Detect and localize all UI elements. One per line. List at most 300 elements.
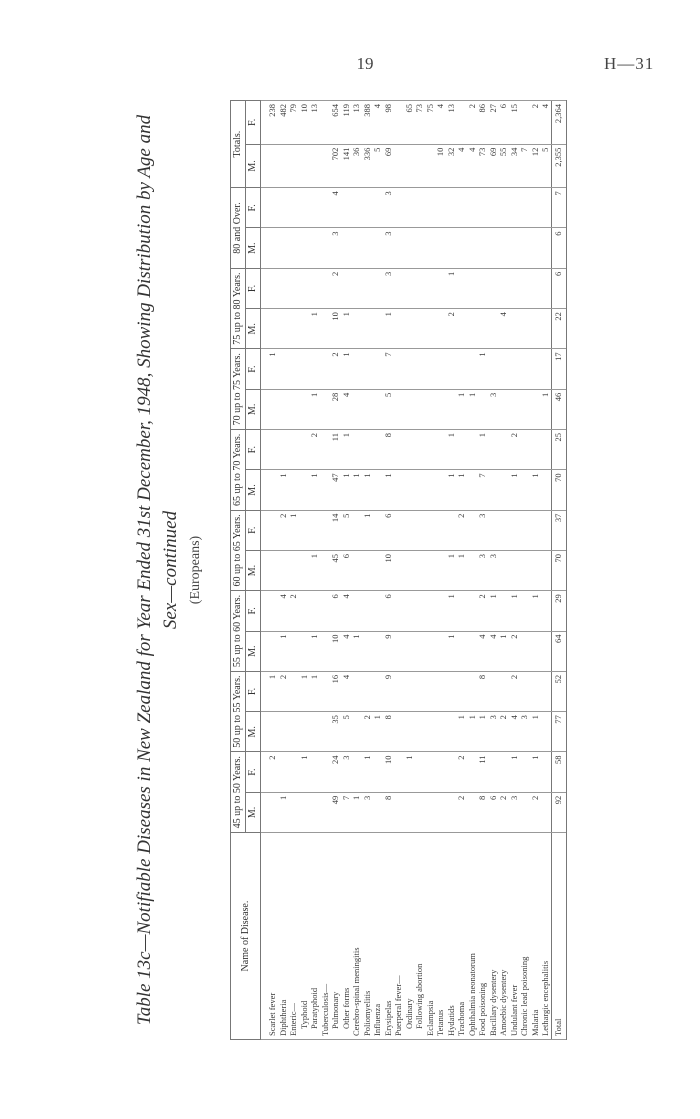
count-cell (530, 671, 541, 711)
count-cell: 16 (330, 671, 341, 711)
count-cell: 1 (299, 671, 310, 711)
count-cell: 1 (446, 268, 457, 308)
count-cell (414, 188, 425, 228)
count-cell (425, 144, 436, 188)
female-header: F. (246, 101, 261, 145)
count-cell (404, 550, 415, 590)
disease-name: Tuberculosis— (320, 833, 331, 1040)
count-cell (519, 309, 530, 349)
disease-name: Paratyphoid (309, 833, 320, 1040)
count-cell: 6 (383, 510, 394, 550)
count-cell (435, 510, 446, 550)
count-cell (278, 144, 289, 188)
count-cell (288, 349, 299, 389)
count-cell (320, 309, 331, 349)
notifiable-diseases-table (230, 100, 567, 1040)
count-cell (393, 188, 404, 228)
count-cell: 3 (477, 510, 488, 550)
count-cell (540, 349, 551, 389)
count-cell: 4 (477, 631, 488, 671)
male-header: M. (246, 550, 261, 590)
count-cell: 1 (467, 389, 478, 429)
count-cell (372, 389, 383, 429)
count-cell: 3 (362, 792, 373, 832)
count-cell: 8 (383, 430, 394, 470)
count-cell: 4 (341, 591, 352, 631)
count-cell: 4 (278, 591, 289, 631)
count-cell (299, 188, 310, 228)
count-cell (404, 470, 415, 510)
count-cell (519, 792, 530, 832)
count-cell (446, 389, 457, 429)
count-cell: 4 (540, 101, 551, 145)
count-cell: 8 (477, 671, 488, 711)
count-cell: 1 (530, 470, 541, 510)
count-cell: 8 (383, 792, 394, 832)
count-cell (309, 712, 320, 752)
count-cell: 1 (383, 470, 394, 510)
count-cell (467, 631, 478, 671)
count-cell (414, 389, 425, 429)
count-cell (288, 470, 299, 510)
count-cell (414, 268, 425, 308)
count-cell (509, 510, 520, 550)
age-group-header: 80 and Over. (231, 188, 246, 269)
total-row (551, 101, 566, 1040)
count-cell (456, 228, 467, 268)
count-cell (425, 712, 436, 752)
count-cell: 11 (477, 752, 488, 792)
count-cell (351, 309, 362, 349)
table-row (261, 101, 278, 1040)
count-cell: 119 (341, 101, 352, 145)
count-cell: 34 (509, 144, 520, 188)
count-cell: 55 (498, 144, 509, 188)
count-cell: 1 (446, 591, 457, 631)
count-cell (425, 228, 436, 268)
count-cell (261, 188, 278, 228)
count-cell (540, 510, 551, 550)
count-cell: 3 (383, 268, 394, 308)
count-cell (393, 550, 404, 590)
count-cell (362, 631, 373, 671)
count-cell (519, 268, 530, 308)
female-header: F. (246, 188, 261, 228)
count-cell (372, 792, 383, 832)
count-cell (519, 349, 530, 389)
disease-name: Typhoid (299, 833, 310, 1040)
count-cell: 1 (351, 470, 362, 510)
count-cell (435, 752, 446, 792)
count-cell: 1 (498, 631, 509, 671)
table-row (330, 101, 341, 1040)
count-cell (309, 591, 320, 631)
count-cell (393, 430, 404, 470)
count-cell (509, 550, 520, 590)
count-cell: 1 (488, 591, 499, 631)
count-cell: 1 (372, 712, 383, 752)
count-cell: 13 (446, 101, 457, 145)
count-cell (393, 309, 404, 349)
count-cell: 69 (383, 144, 394, 188)
count-cell (393, 144, 404, 188)
male-header: M. (246, 309, 261, 349)
count-cell (425, 752, 436, 792)
age-group-header: 45 up to 50 Years. (231, 752, 246, 833)
count-cell (509, 389, 520, 429)
count-cell (540, 550, 551, 590)
count-cell (498, 389, 509, 429)
count-cell (414, 144, 425, 188)
count-cell (519, 228, 530, 268)
count-cell (309, 188, 320, 228)
count-cell (404, 712, 415, 752)
count-cell: 2 (278, 671, 289, 711)
count-cell: 3 (488, 550, 499, 590)
count-cell: 3 (519, 712, 530, 752)
disease-name: Poliomyelitis (362, 833, 373, 1040)
count-cell (372, 470, 383, 510)
count-cell (498, 228, 509, 268)
count-cell: 1 (309, 309, 320, 349)
count-cell (425, 389, 436, 429)
count-cell: 3 (488, 712, 499, 752)
count-cell: 1 (530, 752, 541, 792)
count-cell (446, 752, 457, 792)
count-cell (498, 510, 509, 550)
count-cell (351, 389, 362, 429)
table-row (456, 101, 467, 1040)
table-row (540, 101, 551, 1040)
count-cell (488, 349, 499, 389)
count-cell (320, 349, 331, 389)
count-cell: 58 (551, 752, 566, 792)
count-cell (351, 510, 362, 550)
count-cell: 1 (362, 752, 373, 792)
count-cell: 15 (509, 101, 520, 145)
disease-name: Following abortion (414, 833, 425, 1040)
male-header: M. (246, 144, 261, 188)
count-cell (299, 144, 310, 188)
count-cell (299, 470, 310, 510)
count-cell: 4 (435, 101, 446, 145)
count-cell: 2 (456, 752, 467, 792)
count-cell (404, 188, 415, 228)
count-cell (320, 591, 331, 631)
count-cell (372, 671, 383, 711)
count-cell (320, 752, 331, 792)
count-cell (320, 144, 331, 188)
count-cell (404, 510, 415, 550)
count-cell: 9 (383, 671, 394, 711)
table-row (404, 101, 415, 1040)
count-cell (435, 309, 446, 349)
count-cell (425, 510, 436, 550)
count-cell: 1 (309, 470, 320, 510)
count-cell (530, 228, 541, 268)
count-cell (435, 792, 446, 832)
count-cell: 2 (530, 792, 541, 832)
count-cell: 2 (278, 510, 289, 550)
count-cell: 2 (330, 349, 341, 389)
count-cell: 4 (341, 389, 352, 429)
count-cell: 1 (309, 550, 320, 590)
count-cell (288, 631, 299, 671)
count-cell (477, 309, 488, 349)
count-cell (488, 470, 499, 510)
count-cell (446, 792, 457, 832)
count-cell: 1 (446, 430, 457, 470)
count-cell (414, 550, 425, 590)
count-cell: 10 (330, 309, 341, 349)
count-cell (414, 309, 425, 349)
count-cell (351, 430, 362, 470)
count-cell: 2 (288, 591, 299, 631)
count-cell: 64 (551, 631, 566, 671)
count-cell: 1 (404, 752, 415, 792)
count-cell: 6 (341, 550, 352, 590)
count-cell: 6 (551, 268, 566, 308)
count-cell (309, 144, 320, 188)
table-row (414, 101, 425, 1040)
count-cell: 2 (330, 268, 341, 308)
count-cell (435, 671, 446, 711)
count-cell (320, 550, 331, 590)
count-cell: 4 (330, 188, 341, 228)
count-cell (288, 430, 299, 470)
male-header: M. (246, 631, 261, 671)
count-cell: 1 (351, 792, 362, 832)
count-cell (425, 550, 436, 590)
count-cell (278, 188, 289, 228)
count-cell (467, 792, 478, 832)
count-cell: 3 (477, 550, 488, 590)
count-cell (404, 671, 415, 711)
disease-name: Diphtheria (278, 833, 289, 1040)
disease-name: Enteric— (288, 833, 299, 1040)
count-cell (414, 510, 425, 550)
count-cell (435, 591, 446, 631)
name-of-disease-header: Name of Disease. (231, 833, 261, 1040)
table-row (477, 101, 488, 1040)
count-cell (288, 712, 299, 752)
female-header: F. (246, 591, 261, 631)
count-cell (530, 550, 541, 590)
count-cell (404, 591, 415, 631)
count-cell (309, 792, 320, 832)
count-cell (261, 309, 278, 349)
count-cell (540, 309, 551, 349)
count-cell (372, 591, 383, 631)
count-cell: 3 (341, 752, 352, 792)
count-cell (362, 389, 373, 429)
count-cell: 6 (330, 591, 341, 631)
rotated-table-block (130, 100, 600, 1040)
count-cell (509, 268, 520, 308)
count-cell (320, 510, 331, 550)
count-cell (425, 631, 436, 671)
table-row (288, 101, 299, 1040)
count-cell: 9 (383, 631, 394, 671)
count-cell: 6 (488, 792, 499, 832)
count-cell: 1 (299, 752, 310, 792)
count-cell (261, 712, 278, 752)
count-cell (299, 712, 310, 752)
count-cell (509, 309, 520, 349)
count-cell: 2 (509, 671, 520, 711)
count-cell (477, 228, 488, 268)
count-cell (351, 268, 362, 308)
age-group-header: 60 up to 65 Years. (231, 510, 246, 591)
disease-name: Other forms (341, 833, 352, 1040)
age-group-header: Totals. (231, 101, 246, 188)
count-cell (372, 430, 383, 470)
count-cell (425, 792, 436, 832)
count-cell (288, 309, 299, 349)
count-cell: 141 (341, 144, 352, 188)
disease-name: Total (551, 833, 566, 1040)
count-cell (435, 228, 446, 268)
table-row (467, 101, 478, 1040)
count-cell: 1 (351, 631, 362, 671)
count-cell (309, 510, 320, 550)
table-row (519, 101, 530, 1040)
count-cell: 1 (477, 349, 488, 389)
count-cell (488, 268, 499, 308)
count-cell: 45 (330, 550, 341, 590)
count-cell (372, 752, 383, 792)
count-cell (425, 430, 436, 470)
count-cell (467, 752, 478, 792)
count-cell (404, 792, 415, 832)
count-cell: 654 (330, 101, 341, 145)
count-cell: 27 (488, 101, 499, 145)
count-cell (299, 430, 310, 470)
count-cell (320, 671, 331, 711)
count-cell: 13 (309, 101, 320, 145)
count-cell (362, 268, 373, 308)
count-cell (362, 550, 373, 590)
count-cell: 52 (551, 671, 566, 711)
table-row (435, 101, 446, 1040)
count-cell (351, 712, 362, 752)
count-cell (425, 268, 436, 308)
count-cell (488, 752, 499, 792)
count-cell: 3 (383, 228, 394, 268)
count-cell: 70 (551, 470, 566, 510)
count-cell: 98 (383, 101, 394, 145)
count-cell: 4 (509, 712, 520, 752)
count-cell (278, 550, 289, 590)
count-cell (372, 349, 383, 389)
count-cell (498, 430, 509, 470)
count-cell: 4 (372, 101, 383, 145)
count-cell (393, 101, 404, 145)
count-cell: 29 (551, 591, 566, 631)
table-row (372, 101, 383, 1040)
disease-name: Cerebro-spinal meningitis (351, 833, 362, 1040)
count-cell: 1 (467, 712, 478, 752)
count-cell (288, 671, 299, 711)
count-cell (456, 591, 467, 631)
count-cell (519, 389, 530, 429)
count-cell (320, 101, 331, 145)
count-cell (393, 712, 404, 752)
count-cell: 2 (477, 591, 488, 631)
count-cell: 2 (446, 309, 457, 349)
count-cell: 1 (362, 510, 373, 550)
count-cell: 1 (278, 470, 289, 510)
table-row (530, 101, 541, 1040)
table-row (446, 101, 457, 1040)
count-cell (414, 591, 425, 631)
count-cell (341, 188, 352, 228)
count-cell: 7 (519, 144, 530, 188)
count-cell (393, 671, 404, 711)
count-cell (362, 309, 373, 349)
table-row (309, 101, 320, 1040)
count-cell (261, 792, 278, 832)
count-cell (488, 188, 499, 228)
count-cell (261, 268, 278, 308)
count-cell (351, 752, 362, 792)
table-title: Table 13c—Notifiable Diseases in New Zealand for Year Ended 31st December, 1948, Showing Distribution by Age and (134, 114, 155, 1026)
disease-name: Influenza (372, 833, 383, 1040)
count-cell (393, 631, 404, 671)
female-header: F. (246, 752, 261, 792)
count-cell (362, 591, 373, 631)
count-cell (435, 349, 446, 389)
count-cell (414, 671, 425, 711)
count-cell (372, 631, 383, 671)
count-cell (425, 671, 436, 711)
count-cell (467, 671, 478, 711)
count-cell: 69 (488, 144, 499, 188)
count-cell (519, 101, 530, 145)
count-cell (519, 671, 530, 711)
female-header: F. (246, 430, 261, 470)
count-cell (362, 188, 373, 228)
count-cell: 49 (330, 792, 341, 832)
count-cell (456, 188, 467, 228)
count-cell (299, 792, 310, 832)
count-cell: 7 (477, 470, 488, 510)
disease-name: Puerperal fever— (393, 833, 404, 1040)
count-cell: 10 (383, 550, 394, 590)
disease-name: Bacillary dysentery (488, 833, 499, 1040)
count-cell: 35 (330, 712, 341, 752)
count-cell: 2 (467, 101, 478, 145)
count-cell (351, 591, 362, 631)
count-cell: 3 (488, 389, 499, 429)
count-cell (498, 188, 509, 228)
table-title-block (130, 100, 230, 1040)
disease-name: Tetanus (435, 833, 446, 1040)
count-cell: 2,364 (551, 101, 566, 145)
count-cell (278, 430, 289, 470)
count-cell (404, 430, 415, 470)
count-cell (414, 228, 425, 268)
count-cell: 73 (477, 144, 488, 188)
count-cell: 10 (330, 631, 341, 671)
female-header: F. (246, 349, 261, 389)
count-cell (446, 712, 457, 752)
count-cell (309, 228, 320, 268)
count-cell: 3 (330, 228, 341, 268)
female-header: F. (246, 268, 261, 308)
count-cell (425, 349, 436, 389)
count-cell: 10 (435, 144, 446, 188)
